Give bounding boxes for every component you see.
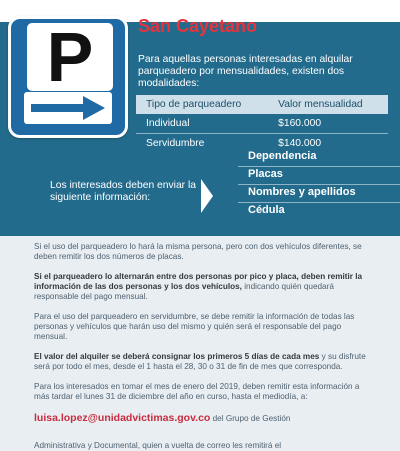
table-cell: $140.000	[278, 138, 322, 149]
paragraph-text: del Grupo de Gestión	[210, 414, 291, 423]
table-cell: Servidumbre	[146, 138, 205, 149]
chevron-right-icon	[200, 178, 214, 214]
cut-off-text: Administrativa y Documental, quien a vuelta de correo les remitirá el	[34, 441, 282, 450]
email-link[interactable]: luisa.lopez@unidadvictimas.gov.co	[34, 412, 211, 424]
requirement-item: Placas	[248, 168, 283, 180]
bold-text: El valor del alquiler se deberá consignar los primeros 5 días de cada mes	[34, 352, 320, 361]
paragraph-text: Si el uso del parqueadero lo hará la misma persona, pero con dos vehículos diferentes, se deben remitir los dos números de placas.	[34, 242, 362, 261]
paragraph	[34, 352, 372, 372]
paragraph	[34, 412, 372, 424]
send-info-text: Los interesados deben enviar la siguiente información:	[50, 180, 196, 203]
table-header: Valor mensualidad	[268, 95, 388, 114]
requirement-item: Cédula	[248, 204, 285, 216]
table-header-row	[136, 95, 388, 114]
parking-sign-icon	[8, 16, 128, 138]
pricing-table	[136, 95, 388, 153]
paragraph-text: indicando quién quedará responsable del pago mensual.	[34, 282, 334, 301]
info-banner	[0, 16, 400, 236]
paragraph	[34, 382, 372, 402]
paragraph-text: Para el uso del parqueadero en servidumbre, se debe remitir la información de todas las personas y vehículos que harán uso del mismo y quién será el responsable del pago mensual.	[34, 312, 355, 341]
intro-text: Para aquellas personas interesadas en alquilar parqueadero por mensualidades, existen dos modalidades:	[138, 54, 353, 89]
table-row	[136, 114, 388, 134]
page-title: San Cayetano	[138, 16, 258, 36]
parking-letter: P	[27, 23, 113, 91]
paragraph	[34, 272, 372, 302]
paragraph	[34, 312, 372, 342]
paragraph	[34, 242, 372, 262]
table-cell: $160.000	[268, 114, 388, 134]
arrow-right-icon	[23, 91, 113, 125]
requirement-item: Nombres y apellidos	[248, 186, 356, 198]
body-text	[34, 242, 372, 424]
table-cell: Individual	[136, 114, 268, 134]
paragraph-text: Para los interesados en tomar el mes de enero del 2019, deben remitir esta información a más tardar el lunes 31 de diciembre del año en curso, hasta el mediodía, a:	[34, 382, 360, 401]
requirement-item: Dependencia	[248, 150, 317, 162]
paragraph-text: y su disfrute será por todo el mes, desde el 1 hasta el 28, 30 o 31 de fin de mes que corresponda.	[34, 352, 366, 371]
table-header: Tipo de parqueadero	[136, 95, 268, 114]
bold-text: Si el parqueadero lo alternarán entre dos personas por pico y placa, deben remitir la información de las dos personas y los dos vehículos,	[34, 272, 363, 291]
